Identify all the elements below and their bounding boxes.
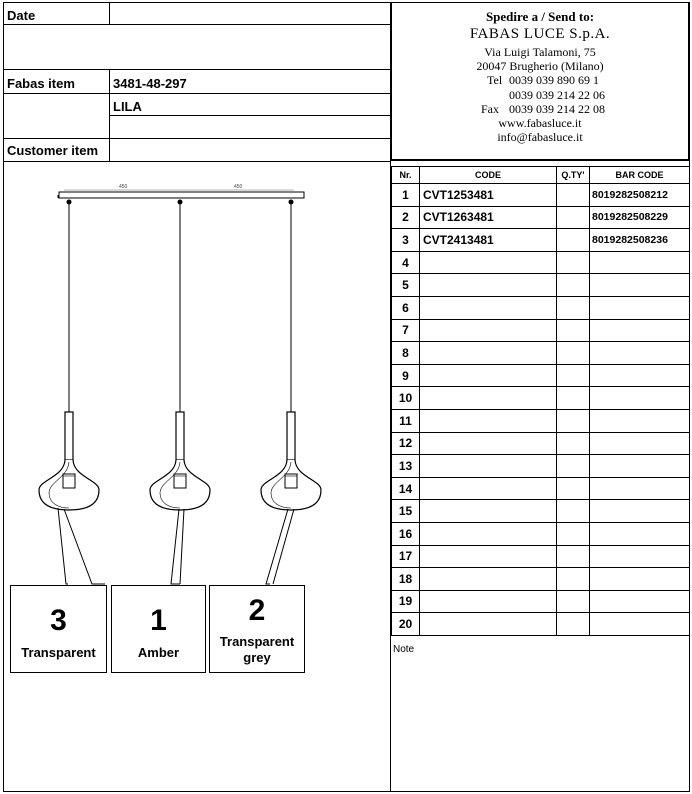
row-code [420,296,557,319]
col-header-code: CODE [420,167,557,184]
table-row [392,432,690,455]
ceiling-bar [59,192,304,198]
table-row [392,455,690,478]
row-number: 9 [392,364,420,387]
website[interactable]: www.fabasluce.it [498,116,582,130]
row-code [420,251,557,274]
company-city: 20047 Brugherio (Milano) [476,59,604,73]
pendant-lamp-middle [150,200,210,511]
row-number: 19 [392,590,420,613]
row-number: 4 [392,251,420,274]
callout-color: Transparent [219,634,295,649]
fabas-item-code: 3481-48-297 [113,76,187,91]
row-code [420,387,557,410]
header-divider [109,2,110,24]
row-code [420,545,557,568]
row-code [420,590,557,613]
row-code [420,455,557,478]
row-code [420,409,557,432]
row-number: 18 [392,568,420,591]
table-row [392,387,690,410]
email[interactable]: info@fabasluce.it [497,130,583,144]
page-bottom-border [3,791,690,792]
row-quantity [557,455,590,478]
row-number: 3 [392,229,420,252]
col-header-nr: Nr. [392,167,420,184]
fabas-item-label: Fabas item [7,76,75,91]
row-barcode [590,274,690,297]
row-quantity [557,500,590,523]
note-label: Note [393,644,415,655]
table-row [392,613,690,636]
table-row [392,477,690,500]
table-row [392,364,690,387]
row-barcode [590,590,690,613]
table-row [392,229,690,252]
row-code [420,522,557,545]
col-header-barcode: BAR CODE [590,167,690,184]
row-code [420,342,557,365]
row-barcode: 8019282508236 [590,229,690,252]
table-row [392,274,690,297]
table-row [392,184,690,207]
row-number: 13 [392,455,420,478]
date-label: Date [7,8,36,23]
row-code: CVT2413481 [420,229,557,252]
callout-color: Transparent [21,645,96,660]
col-header-qty: Q.TY' [557,167,590,184]
row-barcode [590,342,690,365]
table-row [392,590,690,613]
row-quantity [557,409,590,432]
dimension-right: 450 [234,184,243,190]
header-line [3,69,390,70]
row-barcode [590,364,690,387]
row-quantity [557,184,590,207]
header-line [3,93,390,94]
table-row [392,251,690,274]
row-number: 20 [392,613,420,636]
row-number: 6 [392,296,420,319]
table-row [392,319,690,342]
row-quantity [557,229,590,252]
row-quantity [557,364,590,387]
row-barcode [590,387,690,410]
row-quantity [557,206,590,229]
row-barcode [590,251,690,274]
row-number: 17 [392,545,420,568]
fax-number: 0039 039 214 22 08 [509,102,605,116]
row-number: 5 [392,274,420,297]
tel-number-1: 0039 039 890 69 1 [509,73,599,87]
company-name: FABAS LUCE S.p.A. [469,26,611,42]
pendant-lamp-left [39,200,99,511]
items-table [391,166,690,636]
row-code [420,319,557,342]
row-quantity [557,274,590,297]
row-number: 8 [392,342,420,365]
row-code [420,568,557,591]
row-barcode [590,455,690,478]
product-name: LILA [113,99,142,114]
row-number: 10 [392,387,420,410]
row-code [420,364,557,387]
row-quantity [557,613,590,636]
row-barcode [590,432,690,455]
row-barcode [590,409,690,432]
row-number: 15 [392,500,420,523]
row-quantity [557,477,590,500]
tel-number-2: 0039 039 214 22 06 [509,88,605,102]
row-code: CVT1253481 [420,184,557,207]
header-line [3,138,390,139]
row-barcode [590,477,690,500]
table-row [392,568,690,591]
row-quantity [557,590,590,613]
row-barcode [590,522,690,545]
row-barcode [590,568,690,591]
row-quantity [557,296,590,319]
table-row [392,296,690,319]
callout-number: 2 [248,594,266,627]
row-quantity [557,432,590,455]
callout-lamp-right [209,585,305,673]
row-quantity [557,568,590,591]
callout-leaders [58,508,294,584]
callout-color-line2: grey [243,650,271,665]
customer-item-label: Customer item [7,143,99,158]
callout-number: 3 [50,604,67,637]
table-row [392,409,690,432]
row-quantity [557,319,590,342]
row-number: 12 [392,432,420,455]
table-row [392,342,690,365]
callout-lamp-left [10,585,107,673]
row-number: 14 [392,477,420,500]
callout-color: Amber [137,645,180,660]
tel-label: Tel [487,73,503,87]
callout-number: 1 [150,604,167,637]
row-barcode [590,319,690,342]
company-street: Via Luigi Talamoni, 75 [484,45,596,59]
row-barcode [590,545,690,568]
row-number: 1 [392,184,420,207]
pendant-lamp-right [261,200,321,511]
row-quantity [557,251,590,274]
header-line [109,115,390,116]
row-barcode [590,500,690,523]
table-header-row [392,167,690,184]
row-code [420,477,557,500]
fax-label: Fax [481,102,499,116]
row-code [420,613,557,636]
row-quantity [557,387,590,410]
dimension-left: 450 [119,184,128,190]
table-row [392,206,690,229]
row-quantity [557,522,590,545]
row-code [420,274,557,297]
table-row [392,522,690,545]
table-row [392,500,690,523]
row-barcode: 8019282508229 [590,206,690,229]
row-barcode [590,613,690,636]
row-number: 11 [392,409,420,432]
row-code: CVT1263481 [420,206,557,229]
ship-to-title: Spedire a / Send to: [485,9,595,24]
row-code [420,500,557,523]
callout-lamp-middle [111,585,206,673]
row-number: 7 [392,319,420,342]
row-quantity [557,545,590,568]
row-code [420,432,557,455]
row-barcode: 8019282508212 [590,184,690,207]
header-line [3,24,390,25]
table-row [392,545,690,568]
row-number: 2 [392,206,420,229]
row-quantity [557,342,590,365]
row-number: 16 [392,522,420,545]
row-barcode [590,296,690,319]
